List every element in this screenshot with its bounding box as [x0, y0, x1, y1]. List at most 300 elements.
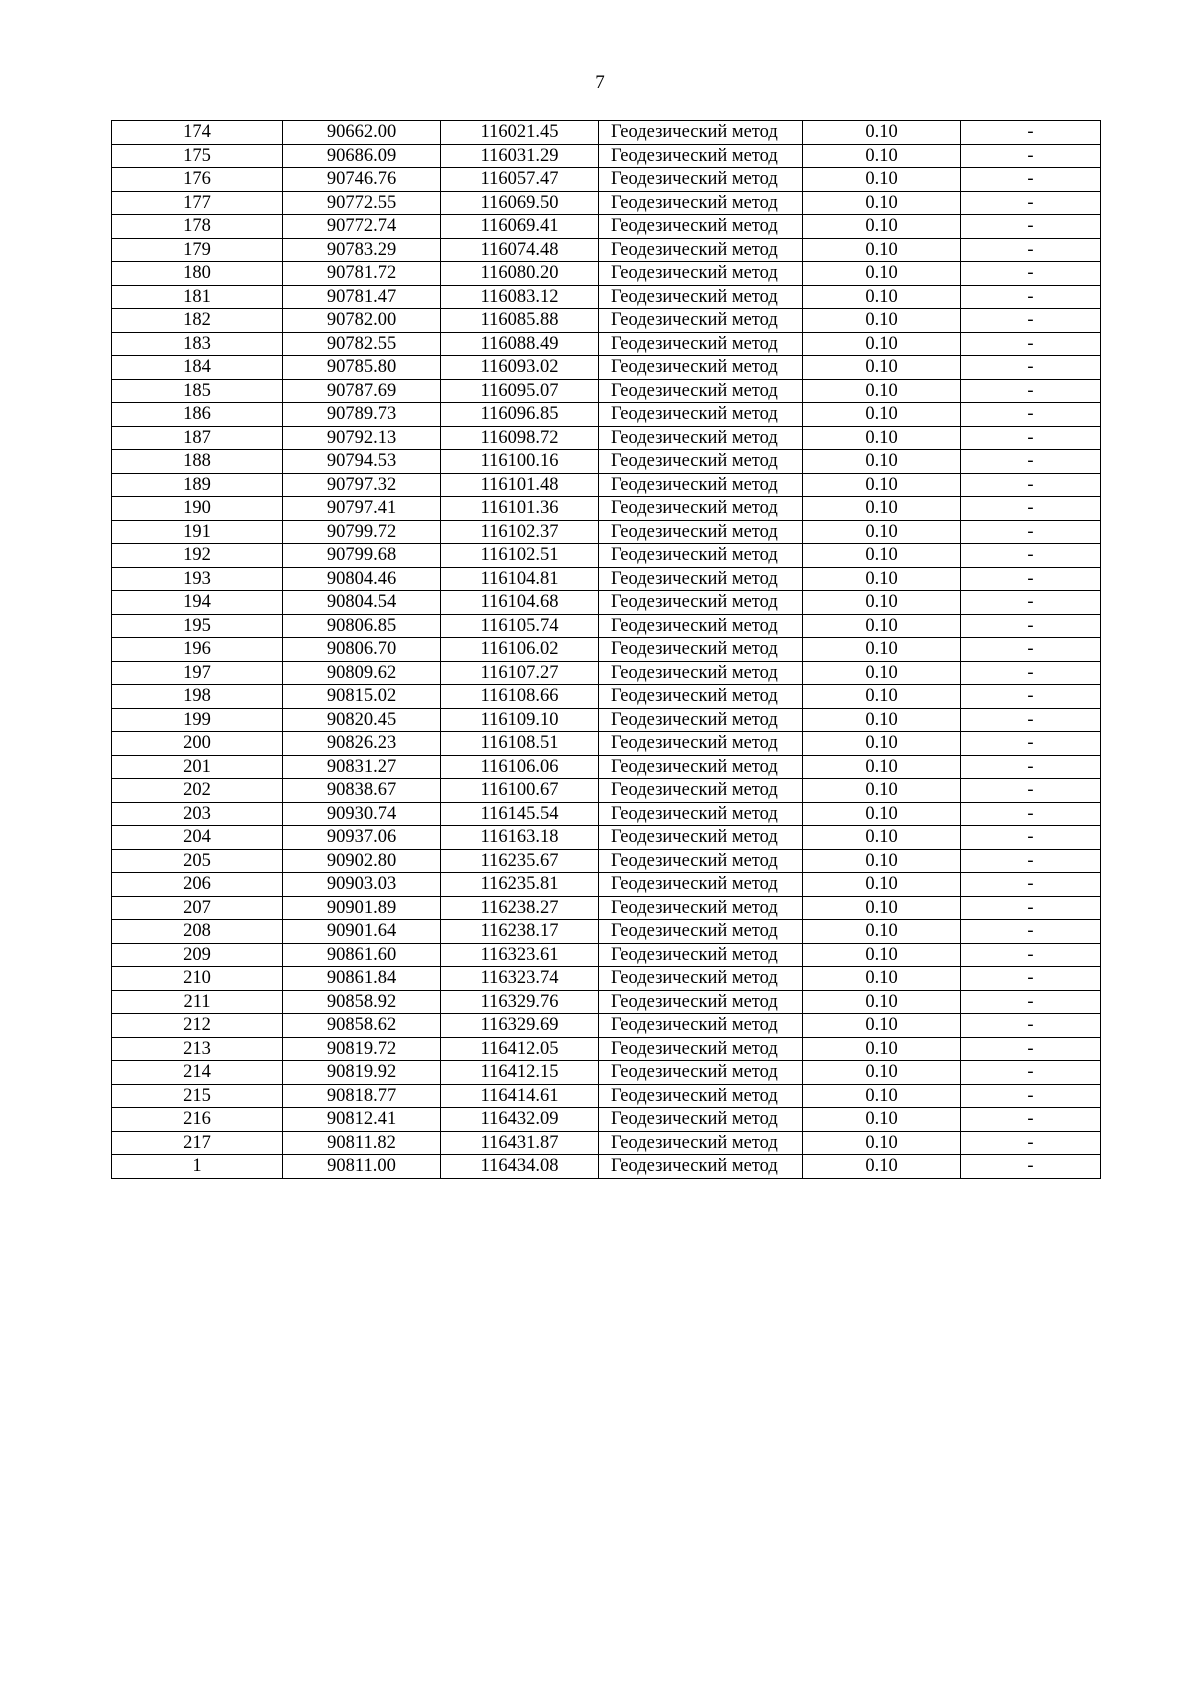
table-row: [112, 849, 1101, 873]
x-coordinate-cell: 90746.76: [283, 168, 441, 192]
point-number-cell: 1: [112, 1155, 283, 1179]
method-cell: Геодезический метод: [599, 755, 803, 779]
point-number-cell: 192: [112, 544, 283, 568]
accuracy-cell: 0.10: [803, 943, 961, 967]
x-coordinate-cell: 90787.69: [283, 379, 441, 403]
accuracy-cell: 0.10: [803, 356, 961, 380]
table-row: [112, 920, 1101, 944]
x-coordinate-cell: 90806.85: [283, 614, 441, 638]
table-row: [112, 1061, 1101, 1085]
x-coordinate-cell: 90858.92: [283, 990, 441, 1014]
table-row: [112, 544, 1101, 568]
point-number-cell: 196: [112, 638, 283, 662]
description-cell: -: [961, 121, 1101, 145]
x-coordinate-cell: 90820.45: [283, 708, 441, 732]
description-cell: -: [961, 567, 1101, 591]
description-cell: -: [961, 826, 1101, 850]
point-number-cell: 213: [112, 1037, 283, 1061]
method-cell: Геодезический метод: [599, 614, 803, 638]
accuracy-cell: 0.10: [803, 1155, 961, 1179]
y-coordinate-cell: 116095.07: [441, 379, 599, 403]
method-cell: Геодезический метод: [599, 779, 803, 803]
point-number-cell: 187: [112, 426, 283, 450]
description-cell: -: [961, 638, 1101, 662]
description-cell: -: [961, 403, 1101, 427]
y-coordinate-cell: 116145.54: [441, 802, 599, 826]
x-coordinate-cell: 90901.89: [283, 896, 441, 920]
accuracy-cell: 0.10: [803, 591, 961, 615]
table-row: [112, 708, 1101, 732]
method-cell: Геодезический метод: [599, 356, 803, 380]
method-cell: Геодезический метод: [599, 426, 803, 450]
point-number-cell: 189: [112, 473, 283, 497]
x-coordinate-cell: 90809.62: [283, 661, 441, 685]
x-coordinate-cell: 90789.73: [283, 403, 441, 427]
accuracy-cell: 0.10: [803, 450, 961, 474]
table-row: [112, 967, 1101, 991]
table-row: [112, 1108, 1101, 1132]
table-row: [112, 450, 1101, 474]
y-coordinate-cell: 116105.74: [441, 614, 599, 638]
point-number-cell: 180: [112, 262, 283, 286]
table-row: [112, 309, 1101, 333]
accuracy-cell: 0.10: [803, 567, 961, 591]
table-row: [112, 591, 1101, 615]
description-cell: -: [961, 168, 1101, 192]
point-number-cell: 215: [112, 1084, 283, 1108]
point-number-cell: 194: [112, 591, 283, 615]
method-cell: Геодезический метод: [599, 685, 803, 709]
table-row: [112, 168, 1101, 192]
accuracy-cell: 0.10: [803, 896, 961, 920]
y-coordinate-cell: 116431.87: [441, 1131, 599, 1155]
table-row: [112, 638, 1101, 662]
point-number-cell: 177: [112, 191, 283, 215]
y-coordinate-cell: 116238.17: [441, 920, 599, 944]
description-cell: -: [961, 755, 1101, 779]
description-cell: -: [961, 685, 1101, 709]
accuracy-cell: 0.10: [803, 614, 961, 638]
method-cell: Геодезический метод: [599, 1037, 803, 1061]
description-cell: -: [961, 708, 1101, 732]
y-coordinate-cell: 116101.48: [441, 473, 599, 497]
method-cell: Геодезический метод: [599, 121, 803, 145]
x-coordinate-cell: 90858.62: [283, 1014, 441, 1038]
description-cell: -: [961, 144, 1101, 168]
table-row: [112, 943, 1101, 967]
y-coordinate-cell: 116106.02: [441, 638, 599, 662]
description-cell: -: [961, 544, 1101, 568]
y-coordinate-cell: 116108.66: [441, 685, 599, 709]
table-row: [112, 426, 1101, 450]
y-coordinate-cell: 116102.51: [441, 544, 599, 568]
accuracy-cell: 0.10: [803, 403, 961, 427]
method-cell: Геодезический метод: [599, 403, 803, 427]
table-row: [112, 356, 1101, 380]
accuracy-cell: 0.10: [803, 215, 961, 239]
point-number-cell: 208: [112, 920, 283, 944]
x-coordinate-cell: 90930.74: [283, 802, 441, 826]
coordinates-table-body: [112, 121, 1101, 1179]
description-cell: -: [961, 1131, 1101, 1155]
table-row: [112, 755, 1101, 779]
x-coordinate-cell: 90785.80: [283, 356, 441, 380]
point-number-cell: 198: [112, 685, 283, 709]
method-cell: Геодезический метод: [599, 1108, 803, 1132]
accuracy-cell: 0.10: [803, 1108, 961, 1132]
accuracy-cell: 0.10: [803, 967, 961, 991]
method-cell: Геодезический метод: [599, 967, 803, 991]
method-cell: Геодезический метод: [599, 802, 803, 826]
method-cell: Геодезический метод: [599, 990, 803, 1014]
accuracy-cell: 0.10: [803, 520, 961, 544]
point-number-cell: 190: [112, 497, 283, 521]
table-row: [112, 191, 1101, 215]
description-cell: -: [961, 967, 1101, 991]
x-coordinate-cell: 90861.60: [283, 943, 441, 967]
x-coordinate-cell: 90804.54: [283, 591, 441, 615]
table-row: [112, 614, 1101, 638]
description-cell: -: [961, 1155, 1101, 1179]
accuracy-cell: 0.10: [803, 285, 961, 309]
point-number-cell: 175: [112, 144, 283, 168]
method-cell: Геодезический метод: [599, 144, 803, 168]
point-number-cell: 216: [112, 1108, 283, 1132]
description-cell: -: [961, 943, 1101, 967]
description-cell: -: [961, 356, 1101, 380]
point-number-cell: 181: [112, 285, 283, 309]
description-cell: -: [961, 896, 1101, 920]
table-row: [112, 873, 1101, 897]
accuracy-cell: 0.10: [803, 544, 961, 568]
table-row: [112, 1084, 1101, 1108]
description-cell: -: [961, 191, 1101, 215]
x-coordinate-cell: 90806.70: [283, 638, 441, 662]
description-cell: -: [961, 990, 1101, 1014]
y-coordinate-cell: 116107.27: [441, 661, 599, 685]
point-number-cell: 185: [112, 379, 283, 403]
table-row: [112, 238, 1101, 262]
description-cell: -: [961, 591, 1101, 615]
y-coordinate-cell: 116080.20: [441, 262, 599, 286]
description-cell: -: [961, 732, 1101, 756]
accuracy-cell: 0.10: [803, 1131, 961, 1155]
y-coordinate-cell: 116069.50: [441, 191, 599, 215]
accuracy-cell: 0.10: [803, 802, 961, 826]
x-coordinate-cell: 90812.41: [283, 1108, 441, 1132]
method-cell: Геодезический метод: [599, 285, 803, 309]
method-cell: Геодезический метод: [599, 262, 803, 286]
y-coordinate-cell: 116432.09: [441, 1108, 599, 1132]
accuracy-cell: 0.10: [803, 755, 961, 779]
table-row: [112, 1155, 1101, 1179]
table-row: [112, 1131, 1101, 1155]
table-row: [112, 473, 1101, 497]
table-row: [112, 1037, 1101, 1061]
point-number-cell: 211: [112, 990, 283, 1014]
x-coordinate-cell: 90781.47: [283, 285, 441, 309]
accuracy-cell: 0.10: [803, 191, 961, 215]
description-cell: -: [961, 1037, 1101, 1061]
y-coordinate-cell: 116085.88: [441, 309, 599, 333]
point-number-cell: 186: [112, 403, 283, 427]
description-cell: -: [961, 379, 1101, 403]
x-coordinate-cell: 90797.41: [283, 497, 441, 521]
point-number-cell: 182: [112, 309, 283, 333]
x-coordinate-cell: 90901.64: [283, 920, 441, 944]
method-cell: Геодезический метод: [599, 1155, 803, 1179]
accuracy-cell: 0.10: [803, 873, 961, 897]
description-cell: -: [961, 497, 1101, 521]
method-cell: Геодезический метод: [599, 544, 803, 568]
y-coordinate-cell: 116069.41: [441, 215, 599, 239]
y-coordinate-cell: 116323.61: [441, 943, 599, 967]
table-row: [112, 826, 1101, 850]
description-cell: -: [961, 238, 1101, 262]
y-coordinate-cell: 116083.12: [441, 285, 599, 309]
table-row: [112, 990, 1101, 1014]
method-cell: Геодезический метод: [599, 379, 803, 403]
method-cell: Геодезический метод: [599, 943, 803, 967]
table-row: [112, 144, 1101, 168]
accuracy-cell: 0.10: [803, 849, 961, 873]
y-coordinate-cell: 116106.06: [441, 755, 599, 779]
x-coordinate-cell: 90772.74: [283, 215, 441, 239]
description-cell: -: [961, 779, 1101, 803]
table-row: [112, 520, 1101, 544]
method-cell: Геодезический метод: [599, 567, 803, 591]
method-cell: Геодезический метод: [599, 849, 803, 873]
y-coordinate-cell: 116074.48: [441, 238, 599, 262]
y-coordinate-cell: 116057.47: [441, 168, 599, 192]
y-coordinate-cell: 116434.08: [441, 1155, 599, 1179]
accuracy-cell: 0.10: [803, 168, 961, 192]
method-cell: Геодезический метод: [599, 1061, 803, 1085]
accuracy-cell: 0.10: [803, 262, 961, 286]
y-coordinate-cell: 116096.85: [441, 403, 599, 427]
description-cell: -: [961, 262, 1101, 286]
description-cell: -: [961, 473, 1101, 497]
table-row: [112, 896, 1101, 920]
x-coordinate-cell: 90902.80: [283, 849, 441, 873]
y-coordinate-cell: 116102.37: [441, 520, 599, 544]
point-number-cell: 205: [112, 849, 283, 873]
description-cell: -: [961, 920, 1101, 944]
point-number-cell: 184: [112, 356, 283, 380]
method-cell: Геодезический метод: [599, 520, 803, 544]
method-cell: Геодезический метод: [599, 591, 803, 615]
x-coordinate-cell: 90826.23: [283, 732, 441, 756]
description-cell: -: [961, 1014, 1101, 1038]
description-cell: -: [961, 332, 1101, 356]
description-cell: -: [961, 849, 1101, 873]
table-row: [112, 262, 1101, 286]
point-number-cell: 212: [112, 1014, 283, 1038]
y-coordinate-cell: 116235.67: [441, 849, 599, 873]
accuracy-cell: 0.10: [803, 920, 961, 944]
accuracy-cell: 0.10: [803, 732, 961, 756]
x-coordinate-cell: 90831.27: [283, 755, 441, 779]
x-coordinate-cell: 90819.92: [283, 1061, 441, 1085]
method-cell: Геодезический метод: [599, 168, 803, 192]
x-coordinate-cell: 90782.00: [283, 309, 441, 333]
y-coordinate-cell: 116104.68: [441, 591, 599, 615]
accuracy-cell: 0.10: [803, 379, 961, 403]
description-cell: -: [961, 309, 1101, 333]
point-number-cell: 179: [112, 238, 283, 262]
x-coordinate-cell: 90772.55: [283, 191, 441, 215]
y-coordinate-cell: 116323.74: [441, 967, 599, 991]
point-number-cell: 202: [112, 779, 283, 803]
method-cell: Геодезический метод: [599, 826, 803, 850]
method-cell: Геодезический метод: [599, 309, 803, 333]
x-coordinate-cell: 90811.82: [283, 1131, 441, 1155]
accuracy-cell: 0.10: [803, 121, 961, 145]
table-row: [112, 567, 1101, 591]
description-cell: -: [961, 1061, 1101, 1085]
y-coordinate-cell: 116329.76: [441, 990, 599, 1014]
table-row: [112, 285, 1101, 309]
y-coordinate-cell: 116238.27: [441, 896, 599, 920]
y-coordinate-cell: 116021.45: [441, 121, 599, 145]
table-row: [112, 332, 1101, 356]
point-number-cell: 197: [112, 661, 283, 685]
accuracy-cell: 0.10: [803, 708, 961, 732]
method-cell: Геодезический метод: [599, 1084, 803, 1108]
description-cell: -: [961, 215, 1101, 239]
y-coordinate-cell: 116329.69: [441, 1014, 599, 1038]
method-cell: Геодезический метод: [599, 708, 803, 732]
method-cell: Геодезический метод: [599, 473, 803, 497]
y-coordinate-cell: 116412.05: [441, 1037, 599, 1061]
point-number-cell: 178: [112, 215, 283, 239]
x-coordinate-cell: 90782.55: [283, 332, 441, 356]
y-coordinate-cell: 116031.29: [441, 144, 599, 168]
point-number-cell: 201: [112, 755, 283, 779]
description-cell: -: [961, 450, 1101, 474]
y-coordinate-cell: 116163.18: [441, 826, 599, 850]
y-coordinate-cell: 116235.81: [441, 873, 599, 897]
description-cell: -: [961, 285, 1101, 309]
description-cell: -: [961, 1108, 1101, 1132]
description-cell: -: [961, 802, 1101, 826]
x-coordinate-cell: 90815.02: [283, 685, 441, 709]
coordinates-table: [111, 120, 1101, 1179]
x-coordinate-cell: 90686.09: [283, 144, 441, 168]
method-cell: Геодезический метод: [599, 215, 803, 239]
x-coordinate-cell: 90794.53: [283, 450, 441, 474]
accuracy-cell: 0.10: [803, 426, 961, 450]
method-cell: Геодезический метод: [599, 638, 803, 662]
point-number-cell: 214: [112, 1061, 283, 1085]
x-coordinate-cell: 90804.46: [283, 567, 441, 591]
table-row: [112, 779, 1101, 803]
x-coordinate-cell: 90903.03: [283, 873, 441, 897]
x-coordinate-cell: 90838.67: [283, 779, 441, 803]
x-coordinate-cell: 90797.32: [283, 473, 441, 497]
accuracy-cell: 0.10: [803, 497, 961, 521]
description-cell: -: [961, 614, 1101, 638]
point-number-cell: 193: [112, 567, 283, 591]
table-row: [112, 379, 1101, 403]
x-coordinate-cell: 90792.13: [283, 426, 441, 450]
method-cell: Геодезический метод: [599, 450, 803, 474]
description-cell: -: [961, 1084, 1101, 1108]
accuracy-cell: 0.10: [803, 309, 961, 333]
accuracy-cell: 0.10: [803, 826, 961, 850]
y-coordinate-cell: 116109.10: [441, 708, 599, 732]
method-cell: Геодезический метод: [599, 732, 803, 756]
point-number-cell: 176: [112, 168, 283, 192]
description-cell: -: [961, 426, 1101, 450]
description-cell: -: [961, 661, 1101, 685]
point-number-cell: 183: [112, 332, 283, 356]
x-coordinate-cell: 90818.77: [283, 1084, 441, 1108]
y-coordinate-cell: 116104.81: [441, 567, 599, 591]
table-row: [112, 732, 1101, 756]
accuracy-cell: 0.10: [803, 1084, 961, 1108]
y-coordinate-cell: 116098.72: [441, 426, 599, 450]
x-coordinate-cell: 90799.68: [283, 544, 441, 568]
point-number-cell: 209: [112, 943, 283, 967]
table-row: [112, 1014, 1101, 1038]
page-number: 7: [595, 72, 605, 93]
x-coordinate-cell: 90811.00: [283, 1155, 441, 1179]
method-cell: Геодезический метод: [599, 661, 803, 685]
point-number-cell: 199: [112, 708, 283, 732]
point-number-cell: 188: [112, 450, 283, 474]
method-cell: Геодезический метод: [599, 873, 803, 897]
point-number-cell: 207: [112, 896, 283, 920]
y-coordinate-cell: 116100.16: [441, 450, 599, 474]
table-row: [112, 121, 1101, 145]
method-cell: Геодезический метод: [599, 191, 803, 215]
method-cell: Геодезический метод: [599, 238, 803, 262]
y-coordinate-cell: 116093.02: [441, 356, 599, 380]
x-coordinate-cell: 90861.84: [283, 967, 441, 991]
accuracy-cell: 0.10: [803, 144, 961, 168]
point-number-cell: 200: [112, 732, 283, 756]
x-coordinate-cell: 90937.06: [283, 826, 441, 850]
x-coordinate-cell: 90783.29: [283, 238, 441, 262]
description-cell: -: [961, 873, 1101, 897]
x-coordinate-cell: 90781.72: [283, 262, 441, 286]
accuracy-cell: 0.10: [803, 1061, 961, 1085]
point-number-cell: 174: [112, 121, 283, 145]
accuracy-cell: 0.10: [803, 661, 961, 685]
y-coordinate-cell: 116412.15: [441, 1061, 599, 1085]
accuracy-cell: 0.10: [803, 238, 961, 262]
accuracy-cell: 0.10: [803, 779, 961, 803]
accuracy-cell: 0.10: [803, 473, 961, 497]
x-coordinate-cell: 90662.00: [283, 121, 441, 145]
y-coordinate-cell: 116414.61: [441, 1084, 599, 1108]
table-row: [112, 685, 1101, 709]
point-number-cell: 206: [112, 873, 283, 897]
point-number-cell: 203: [112, 802, 283, 826]
description-cell: -: [961, 520, 1101, 544]
accuracy-cell: 0.10: [803, 1037, 961, 1061]
y-coordinate-cell: 116088.49: [441, 332, 599, 356]
accuracy-cell: 0.10: [803, 990, 961, 1014]
y-coordinate-cell: 116108.51: [441, 732, 599, 756]
method-cell: Геодезический метод: [599, 1131, 803, 1155]
point-number-cell: 217: [112, 1131, 283, 1155]
table-row: [112, 497, 1101, 521]
accuracy-cell: 0.10: [803, 332, 961, 356]
accuracy-cell: 0.10: [803, 1014, 961, 1038]
method-cell: Геодезический метод: [599, 1014, 803, 1038]
